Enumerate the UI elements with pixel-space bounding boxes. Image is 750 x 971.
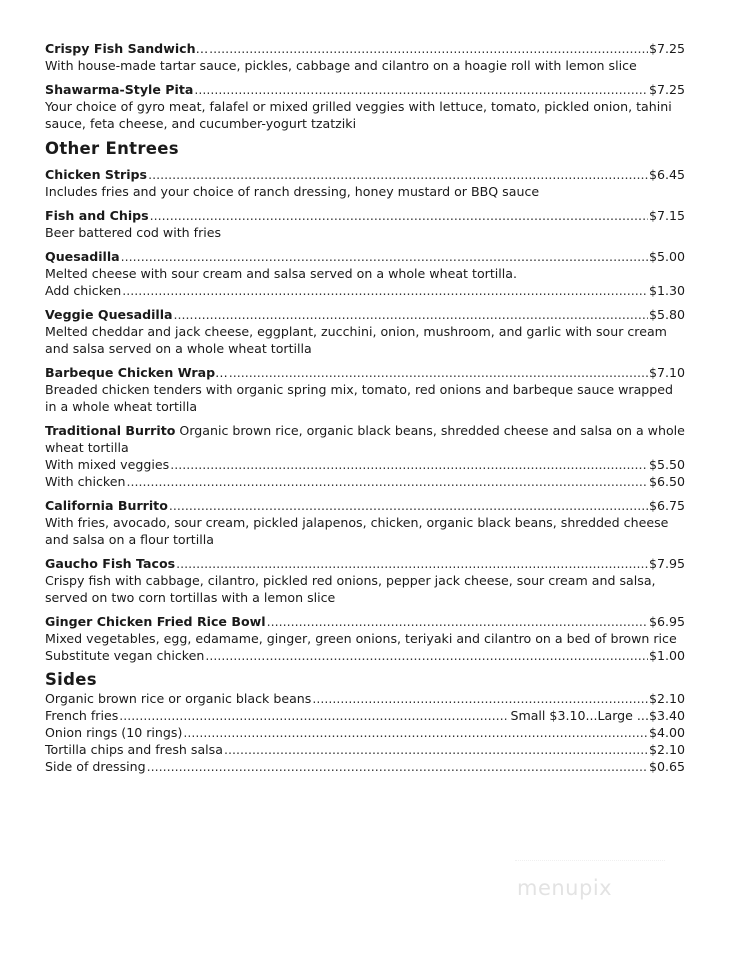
dot-leader (183, 724, 648, 741)
item-name-suffix: … (195, 41, 209, 56)
menu-item-bbq-chicken-wrap (45, 364, 685, 415)
side-price: $2.10 (648, 742, 685, 757)
dot-leader (229, 364, 648, 381)
item-name-suffix: … (215, 365, 228, 380)
menu-item-shawarma-pita (45, 81, 685, 132)
item-name: Shawarma-Style Pita (45, 82, 194, 97)
sides-list (45, 690, 685, 775)
menu-item-ginger-chicken-rice-bowl (45, 613, 685, 664)
item-description: Your choice of gyro meat, falafel or mixed grilled veggies with lettuce, tomato, pickled onion, tahini sauce, feta cheese, and cucumber-yogurt tzatziki (45, 99, 672, 131)
menu-item-traditional-burrito (45, 422, 685, 490)
item-name: Quesadilla (45, 249, 120, 264)
item-description: Beer battered cod with fries (45, 225, 222, 240)
menu-item-gaucho-fish-tacos (45, 555, 685, 606)
addon-label: Add chicken (45, 283, 122, 298)
item-price: $7.10 (648, 365, 685, 380)
item-description: With house-made tartar sauce, pickles, cabbage and cilantro on a hoagie roll with lemon slice (45, 58, 637, 73)
item-price: $7.15 (648, 208, 685, 223)
side-item (45, 690, 685, 707)
item-name: Traditional Burrito (45, 423, 176, 438)
side-label: Organic brown rice or organic black beans (45, 691, 312, 706)
item-price: $6.75 (648, 498, 685, 513)
item-name: Chicken Strips (45, 167, 148, 182)
dot-leader (209, 40, 648, 57)
menupix-watermark: menupix (517, 876, 613, 900)
item-price: $6.45 (648, 167, 685, 182)
item-description: Crispy fish with cabbage, cilantro, pickled red onions, pepper jack cheese, sour cream and salsa, served on two corn tortillas with a lemon slice (45, 573, 656, 605)
item-name: California Burrito (45, 498, 168, 513)
item-price: $5.80 (648, 307, 685, 322)
dot-leader (170, 456, 648, 473)
side-label: Onion rings (10 rings) (45, 725, 183, 740)
dot-leader (127, 473, 648, 490)
side-price: $0.65 (648, 759, 685, 774)
menu-item-chicken-strips (45, 166, 685, 200)
menu-item-veggie-quesadilla (45, 306, 685, 357)
item-price: $5.00 (648, 249, 685, 264)
option-price: $6.50 (648, 474, 685, 489)
side-label: French fries (45, 708, 119, 723)
option-price: $5.50 (648, 457, 685, 472)
dot-leader (312, 690, 648, 707)
addon-price: $1.00 (648, 648, 685, 663)
side-price: Small $3.10...Large ...$3.40 (510, 708, 685, 723)
addon-price: $1.30 (648, 283, 685, 298)
side-price: $2.10 (648, 691, 685, 706)
item-description: Breaded chicken tenders with organic spring mix, tomato, red onions and barbeque sauce wrapped in a whole wheat tortilla (45, 382, 674, 414)
option-label: With mixed veggies (45, 457, 170, 472)
dot-leader (169, 497, 648, 514)
menu-item-quesadilla (45, 248, 685, 299)
item-description: With fries, avocado, sour cream, pickled jalapenos, chicken, organic black beans, shredded cheese and salsa on a flour tortilla (45, 515, 669, 547)
item-name: Barbeque Chicken Wrap (45, 365, 216, 380)
section-title-sides: Sides (45, 670, 97, 689)
dot-leader (150, 207, 648, 224)
item-name: Gaucho Fish Tacos (45, 556, 176, 571)
dot-leader (194, 81, 648, 98)
side-item (45, 724, 685, 741)
section-title-other-entrees: Other Entrees (45, 139, 179, 158)
side-item (45, 741, 685, 758)
menu-item-crispy-fish-sandwich (45, 40, 685, 74)
item-description: Melted cheese with sour cream and salsa served on a whole wheat tortilla. (45, 266, 517, 281)
item-description: Melted cheddar and jack cheese, eggplant, zucchini, onion, mushroom, and garlic with sour cream and salsa served on a whole wheat tortilla (45, 324, 667, 356)
watermark-divider (515, 860, 665, 861)
dot-leader (119, 707, 509, 724)
item-price: $7.25 (648, 41, 685, 56)
dot-leader (148, 166, 648, 183)
dot-leader (224, 741, 648, 758)
item-name: Ginger Chicken Fried Rice Bowl (45, 614, 266, 629)
addon-label: Substitute vegan chicken (45, 648, 205, 663)
dot-leader (122, 282, 648, 299)
item-description: Mixed vegetables, egg, edamame, ginger, green onions, teriyaki and cilantro on a bed of brown rice (45, 631, 677, 646)
item-price: $7.95 (648, 556, 685, 571)
item-name: Fish and Chips (45, 208, 149, 223)
item-price: $7.25 (648, 82, 685, 97)
side-item (45, 707, 685, 724)
dot-leader (147, 758, 648, 775)
side-label: Tortilla chips and fresh salsa (45, 742, 223, 757)
item-name: Crispy Fish Sandwich (45, 41, 196, 56)
menu-item-fish-and-chips (45, 207, 685, 241)
item-price: $6.95 (648, 614, 685, 629)
dot-leader (174, 306, 648, 323)
dot-leader (267, 613, 648, 630)
dot-leader (121, 248, 648, 265)
item-description: Includes fries and your choice of ranch dressing, honey mustard or BBQ sauce (45, 184, 540, 199)
side-label: Side of dressing (45, 759, 146, 774)
dot-leader (205, 647, 648, 664)
side-item (45, 758, 685, 775)
dot-leader (176, 555, 648, 572)
item-description: Organic brown rice, organic black beans, shredded cheese and salsa on a whole wheat tortilla (45, 423, 685, 455)
option-label: With chicken (45, 474, 126, 489)
menu-page (45, 40, 685, 775)
item-name: Veggie Quesadilla (45, 307, 173, 322)
side-price: $4.00 (648, 725, 685, 740)
menu-item-california-burrito (45, 497, 685, 548)
